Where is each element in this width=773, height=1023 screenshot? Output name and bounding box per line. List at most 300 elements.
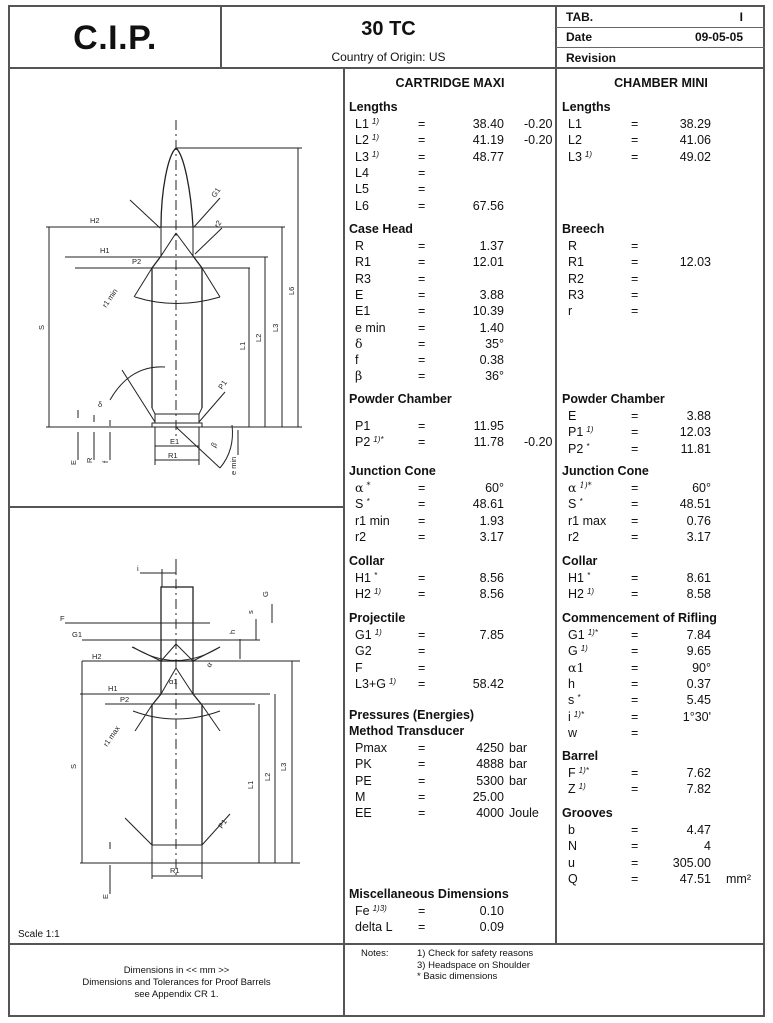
row-label-text: R3 — [568, 287, 584, 302]
row-footnote-ref: * — [579, 497, 583, 507]
equals-sign: = — [631, 693, 639, 708]
data-row — [568, 303, 711, 319]
row-label — [568, 871, 578, 887]
row-label-text: L1 — [568, 117, 582, 131]
row-label — [568, 408, 576, 424]
row-value: 4000 — [476, 806, 504, 821]
equals-sign: = — [631, 271, 639, 286]
row-label — [355, 919, 393, 935]
row-label-text: α — [355, 480, 364, 495]
row-footnote-ref: 1) — [374, 628, 382, 637]
row-label — [355, 336, 363, 352]
row-label — [568, 660, 584, 676]
row-unit: bar — [509, 773, 528, 788]
row-label — [568, 441, 589, 457]
col-divider-middle — [343, 67, 345, 1017]
row-label-text: b — [568, 823, 575, 837]
data-row — [568, 838, 711, 854]
equals-sign: = — [418, 741, 426, 755]
data-row — [568, 676, 711, 692]
section-title: Miscellaneous Dimensions — [349, 887, 509, 901]
data-row — [568, 424, 711, 440]
cartridge-heading: CARTRIDGE MAXI — [395, 76, 505, 90]
data-row — [355, 660, 504, 676]
row-label — [355, 198, 369, 214]
row-value: 11.78 — [473, 435, 504, 450]
row-label-text: F — [355, 660, 363, 675]
equals-sign: = — [631, 628, 639, 642]
drawing-label: r2 — [212, 218, 224, 230]
drawing-label: P2 — [132, 257, 142, 266]
drawing-label: f — [101, 460, 110, 463]
row-label-text: R2 — [568, 271, 584, 286]
row-label-text: L4 — [355, 165, 369, 180]
data-row — [568, 287, 711, 303]
data-row — [355, 919, 504, 935]
data-row — [568, 692, 711, 708]
data-row — [568, 116, 711, 132]
row-label — [355, 287, 363, 303]
row-label-text: G1 — [568, 628, 585, 642]
row-value: 0.37 — [686, 676, 711, 691]
drawing-label: R1 — [170, 866, 180, 875]
row-label-text: s — [568, 693, 575, 708]
drawing-label: H1 — [100, 246, 110, 255]
row-tolerance: -0.20 — [524, 435, 553, 450]
data-row — [355, 773, 528, 789]
row-label-text: H2 — [568, 587, 584, 602]
row-value: 48.51 — [679, 497, 711, 512]
row-value: 10.39 — [472, 304, 504, 319]
note-item: 1) Check for safety reasons — [417, 948, 534, 959]
drawing-label: S — [37, 324, 46, 330]
row-label — [355, 352, 358, 368]
equals-sign: = — [631, 871, 639, 886]
row-label — [568, 586, 594, 602]
equals-sign: = — [418, 117, 426, 131]
date-value: 09-05-05 — [694, 30, 743, 44]
data-row — [568, 855, 711, 871]
row-label — [355, 805, 372, 821]
drawing-label: G — [261, 591, 270, 597]
row-footnote-ref: 1) — [371, 117, 380, 126]
row-label-text: E — [355, 287, 364, 302]
data-row — [568, 238, 711, 254]
data-row — [355, 903, 504, 919]
equals-sign: = — [418, 571, 426, 585]
row-unit: Joule — [509, 806, 539, 821]
row-value: 5.45 — [686, 693, 711, 708]
row-label-text: G — [568, 644, 578, 659]
data-row — [568, 627, 711, 643]
equals-sign: = — [418, 198, 426, 213]
data-row — [355, 320, 504, 336]
row-value: 36° — [485, 369, 504, 384]
drawing-label: e min — [229, 456, 238, 475]
section-title: Commencement of Rifling — [562, 611, 717, 625]
data-row — [568, 570, 711, 586]
drawing-label: α1 — [169, 677, 178, 686]
row-label-text: Z — [568, 782, 576, 797]
equals-sign: = — [418, 904, 426, 918]
equals-sign: = — [631, 823, 639, 837]
drawing-label: E1 — [170, 437, 180, 446]
section-title: Powder Chamber — [562, 392, 665, 406]
row-label-text: L2 — [355, 133, 369, 148]
row-footnote-ref: * — [373, 571, 378, 580]
row-value: 38.40 — [472, 117, 504, 131]
equals-sign: = — [418, 587, 426, 602]
section-title: Lengths — [349, 100, 398, 114]
breech-face — [152, 845, 202, 863]
data-row — [355, 496, 504, 512]
data-row — [568, 871, 751, 887]
row-label — [568, 149, 592, 165]
row-footnote-ref: 1) — [373, 587, 382, 597]
tab-label: TAB. — [566, 10, 594, 24]
data-row — [355, 676, 504, 692]
row-footnote-ref: * — [366, 481, 371, 490]
row-tolerance: -0.20 — [524, 117, 553, 131]
row-label-text: Pmax — [355, 741, 387, 755]
row-label — [568, 132, 582, 148]
data-row — [355, 418, 504, 434]
row-label-text: L3 — [568, 149, 582, 164]
row-label — [568, 570, 590, 586]
row-label-text: Fe — [355, 904, 370, 918]
row-footnote-ref: 1)* — [573, 709, 585, 719]
note-item: * Basic dimensions — [417, 971, 498, 982]
equals-sign: = — [631, 149, 639, 164]
row-label-text: δ — [355, 335, 363, 351]
row-label — [568, 513, 606, 529]
row-label — [568, 238, 577, 254]
row-label-text: H2 — [355, 587, 371, 602]
row-label-text: H1 — [355, 571, 371, 585]
row-label — [355, 676, 396, 692]
row-value: 9.65 — [686, 644, 711, 659]
equals-sign: = — [631, 513, 639, 528]
row-label — [355, 740, 387, 756]
data-row — [355, 287, 504, 303]
drawing-label: P1 — [216, 378, 229, 392]
equals-sign: = — [631, 529, 639, 544]
row-label — [355, 773, 372, 789]
equals-sign: = — [631, 239, 639, 253]
row-label-text: f — [355, 353, 359, 368]
row-value: 1.40 — [479, 320, 504, 335]
equals-sign: = — [631, 644, 639, 659]
row-label — [568, 855, 575, 871]
drawing-label: H2 — [90, 216, 100, 225]
equals-sign: = — [418, 287, 426, 302]
row-value: 41.06 — [679, 133, 711, 148]
data-row — [355, 352, 504, 368]
equals-sign: = — [418, 149, 426, 164]
row-label — [355, 627, 382, 643]
row-label-text: L1 — [355, 117, 369, 131]
section-title: Collar — [562, 554, 598, 568]
cartridge-drawing — [10, 70, 342, 505]
row-label-text: PE — [355, 773, 372, 788]
row-label — [355, 181, 369, 197]
case-rim — [152, 423, 202, 427]
data-row — [568, 643, 711, 659]
row-footnote-ref: 1) — [586, 425, 594, 435]
row-label — [568, 287, 584, 303]
row-label — [355, 586, 381, 602]
drawing-label: β — [208, 440, 219, 449]
row-value: 7.84 — [686, 628, 711, 642]
drawing-label: H1 — [108, 684, 118, 693]
section-title: Barrel — [562, 749, 599, 763]
data-row — [568, 480, 711, 496]
notes-label: Notes: — [361, 948, 389, 959]
row-label-text: R1 — [568, 255, 584, 270]
data-row — [355, 529, 504, 545]
drawing-label: S — [69, 763, 78, 769]
page-title: 30 TC — [361, 18, 416, 40]
row-label-text: β — [355, 368, 363, 384]
data-row — [568, 725, 711, 741]
row-value: 7.82 — [686, 782, 711, 797]
section-title: Case Head — [349, 222, 413, 236]
drawing-label: H2 — [92, 652, 102, 661]
data-row — [568, 513, 711, 529]
drawing-label: P2 — [120, 695, 130, 704]
row-label-text: F — [568, 766, 576, 780]
drawing-scale: Scale 1:1 — [18, 929, 60, 940]
row-footnote-ref: * — [586, 571, 591, 580]
row-label — [568, 529, 579, 545]
row-value: 7.62 — [686, 766, 711, 780]
equals-sign: = — [631, 855, 639, 870]
row-label — [355, 513, 390, 529]
row-label — [568, 254, 584, 270]
row-value: 11.95 — [473, 419, 504, 433]
equals-sign: = — [418, 920, 426, 935]
drawing-label: L1 — [246, 780, 255, 789]
row-label — [355, 149, 379, 165]
row-footnote-ref: 1)* — [578, 766, 589, 775]
chamber-drawing — [10, 509, 342, 934]
drawing-label: h — [228, 629, 237, 634]
equals-sign: = — [418, 239, 426, 253]
row-value: 25.00 — [472, 789, 504, 804]
equals-sign: = — [418, 182, 426, 197]
row-label-text: L3+G — [355, 676, 386, 691]
row-label — [355, 132, 379, 148]
row-label — [355, 368, 362, 384]
note-item: 3) Headspace on Shoulder — [417, 959, 531, 971]
row-value: 8.58 — [686, 587, 711, 602]
data-row — [568, 132, 711, 148]
section-title: Pressures (Energies) — [349, 708, 475, 722]
drawing-label: i — [137, 564, 139, 573]
row-label — [355, 116, 379, 132]
drawing-label: L3 — [271, 323, 280, 332]
tab-row-divider-2 — [556, 47, 765, 48]
row-value: 12.03 — [679, 255, 711, 270]
row-label — [355, 480, 370, 496]
row-label-text: L6 — [355, 198, 369, 213]
drawing-label: L3 — [279, 762, 288, 771]
data-row — [355, 165, 504, 181]
row-value: 4250 — [476, 741, 504, 755]
row-value: 0.09 — [479, 920, 504, 935]
row-label — [355, 496, 369, 512]
drawing-label: r1 min — [100, 286, 120, 310]
row-label — [355, 165, 369, 181]
tab-row-divider-1 — [556, 27, 765, 28]
row-label-text: α — [568, 480, 577, 495]
data-row — [355, 368, 504, 384]
row-label-text: E — [568, 409, 577, 423]
row-label-text: L3 — [355, 149, 369, 164]
dims-line-3: see Appendix CR 1. — [134, 989, 219, 1000]
row-label — [568, 627, 598, 643]
data-row — [568, 765, 711, 781]
row-label — [568, 643, 588, 659]
row-label — [568, 838, 577, 854]
date-label: Date — [566, 30, 593, 44]
row-label-text: L2 — [568, 133, 582, 148]
row-label — [568, 822, 575, 838]
equals-sign: = — [418, 271, 426, 286]
equals-sign: = — [631, 782, 639, 797]
row-label — [355, 660, 363, 676]
data-row — [355, 149, 504, 165]
equals-sign: = — [631, 766, 639, 780]
drawing-label: R1 — [168, 451, 178, 460]
equals-sign: = — [631, 709, 639, 724]
equals-sign: = — [631, 839, 639, 854]
row-label — [568, 676, 575, 692]
data-row — [355, 513, 504, 529]
row-label — [568, 480, 592, 496]
equals-sign: = — [418, 773, 426, 788]
row-label-text: P2 — [568, 441, 584, 456]
row-footnote-ref: 1) — [584, 149, 593, 159]
row-value: 47.51 — [679, 871, 711, 886]
equals-sign: = — [631, 725, 639, 740]
footer-dimensions-note — [10, 965, 343, 1001]
data-row — [355, 805, 539, 821]
row-footnote-ref: * — [366, 497, 370, 507]
data-row — [568, 709, 711, 725]
equals-sign: = — [418, 529, 426, 544]
org-logo-text: C.I.P. — [73, 18, 157, 57]
row-footnote-ref: 1)* — [579, 481, 592, 490]
section-title: Collar — [349, 554, 385, 568]
data-row — [355, 789, 504, 805]
row-value: 60° — [692, 481, 711, 495]
drawing-label: P1 — [216, 817, 229, 831]
dims-line-2: Dimensions and Tolerances for Proof Barrels — [82, 977, 271, 988]
data-row — [568, 660, 711, 676]
row-label — [568, 709, 584, 725]
drawing-label: L1 — [238, 341, 247, 350]
row-label-text: i — [568, 709, 571, 724]
row-label — [568, 271, 584, 287]
row-label-text: E1 — [355, 304, 371, 319]
data-row — [355, 116, 553, 132]
row-footnote-ref: * — [586, 441, 590, 451]
row-label-text: α1 — [568, 659, 585, 675]
equals-sign: = — [631, 287, 639, 302]
section-title: Junction Cone — [349, 464, 436, 478]
equals-sign: = — [418, 133, 426, 148]
row-label-text: H1 — [568, 571, 584, 585]
row-label — [355, 303, 370, 319]
data-row — [568, 149, 711, 165]
equals-sign: = — [418, 353, 426, 368]
row-footnote-ref: 1) — [371, 149, 380, 159]
drawing-label: s — [246, 610, 255, 614]
row-label-text: P1 — [568, 425, 584, 440]
row-value: 38.29 — [679, 117, 711, 131]
row-value: 8.56 — [479, 571, 504, 585]
drawing-label: G1 — [72, 630, 83, 639]
row-value: 0.38 — [479, 353, 504, 368]
data-row — [355, 434, 553, 450]
row-label — [355, 418, 370, 434]
row-label-text: M — [355, 789, 366, 804]
dims-line-1: Dimensions in << mm >> — [123, 965, 230, 976]
equals-sign: = — [631, 587, 639, 602]
row-value: 1°30' — [682, 709, 711, 724]
row-footnote-ref: 1) — [371, 133, 380, 143]
section-title: Breech — [562, 222, 605, 236]
row-label — [568, 692, 580, 708]
drawing-label: E — [69, 459, 78, 465]
row-footnote-ref: * — [577, 693, 581, 703]
data-row — [355, 181, 504, 197]
drawing-label: L2 — [254, 333, 263, 342]
section-title: Powder Chamber — [349, 392, 452, 406]
row-tolerance: -0.20 — [524, 133, 553, 148]
equals-sign: = — [418, 806, 426, 821]
row-label-text: S — [355, 497, 364, 512]
equals-sign: = — [631, 676, 639, 691]
equals-sign: = — [418, 336, 426, 351]
row-label — [568, 303, 572, 319]
equals-sign: = — [418, 255, 426, 270]
rim-groove — [155, 414, 199, 423]
data-row — [355, 756, 528, 772]
data-row — [355, 586, 504, 602]
row-label-text: R — [355, 239, 365, 253]
drawing-label: E — [101, 893, 110, 899]
data-row — [568, 271, 711, 287]
row-label — [568, 781, 586, 797]
row-label — [568, 496, 582, 512]
row-label — [355, 254, 371, 270]
equals-sign: = — [631, 571, 639, 585]
row-value: 35° — [485, 336, 504, 351]
data-row — [355, 254, 504, 270]
row-label — [355, 756, 372, 772]
equals-sign: = — [418, 644, 426, 659]
section-title: Junction Cone — [562, 464, 649, 478]
drawing-label: r1 max — [101, 724, 122, 749]
equals-sign: = — [631, 441, 639, 456]
drawing-label: L6 — [287, 286, 296, 295]
data-row — [355, 336, 504, 352]
bore-section — [161, 587, 193, 661]
row-value: 5300 — [476, 773, 504, 788]
row-footnote-ref: 1)* — [587, 628, 598, 637]
